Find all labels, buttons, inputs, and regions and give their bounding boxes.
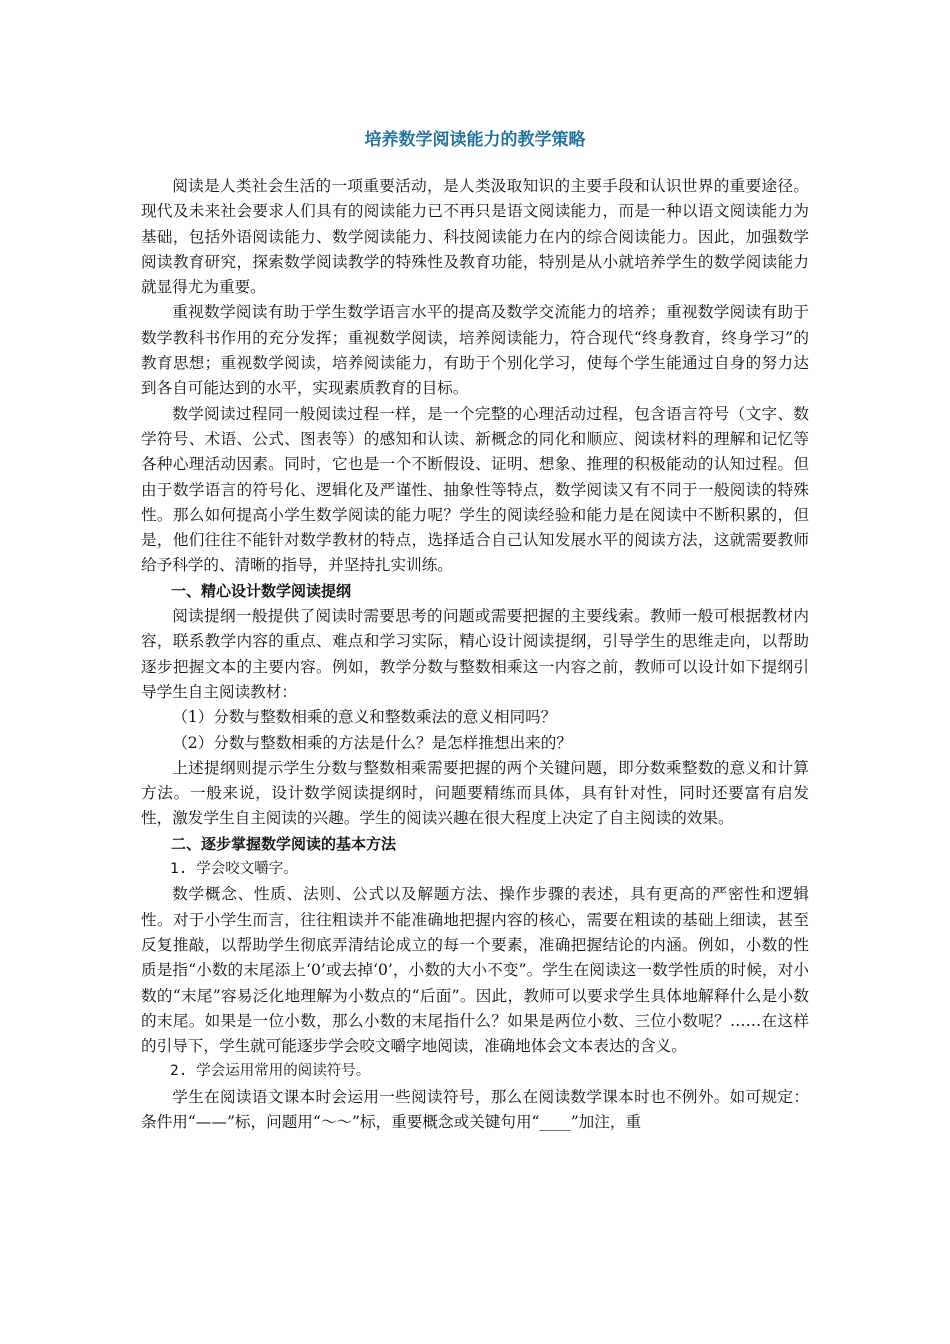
paragraph: 数学阅读过程同一般阅读过程一样，是一个完整的心理活动过程，包含语言符号（文字、数学符号、术语、公式、图表等）的感知和认读、新概念的同化和顺应、阅读材料的理解和记忆等各种心理活动因素。同时，它也是一个不断假设、证明、想象、推理的积极能动的认知过程。但由于数学语言的符号化、逻辑化及严谨性、抽象性等特点，数学阅读又有不同于一般阅读的特殊性。那么如何提高小学生数学阅读的能力呢？学生的阅读经验和能力是在阅读中不断积累的，但是，他们往往不能针对数学教材的特点，选择适合自己认知发展水平的阅读方法，这就需要教师给予科学的、清晰的指导，并坚持扎实训练。 [141,404,809,575]
paragraph: 数学概念、性质、法则、公式以及解题方法、操作步骤的表述，具有更高的严密性和逻辑性。对于小学生而言，往往粗读并不能准确地把握内容的核心，需要在粗读的基础上细读，甚至反复推敲，以帮助学生彻底弄清结论成立的每一个要素，准确把握结论的内涵。例如，小数的性质是指“小数的末尾添上‘0’或去掉‘0’，小数的大小不变”。学生在阅读这一数学性质的时候，对小数的“末尾”容易泛化地理解为小数点的“后面”。因此，教师可以要求学生具体地解释什么是小数的末尾。如果是一位小数，那么小数的末尾指什么？如果是两位小数、三位小数呢？……在这样的引导下，学生就可能逐步学会咬文嚼字地阅读，准确地体会文本表达的含义。 [141,885,809,1056]
paragraph: 阅读提纲一般提供了阅读时需要思考的问题或需要把握的主要线索。教师一般可根据教材内容，联系教学内容的重点、难点和学习实际，精心设计阅读提纲，引导学生的思维走向，以帮助逐步把握文本的主要内容。例如，教学分数与整数相乘这一内容之前，教师可以设计如下提纲引导学生自主阅读教材： [141,607,809,701]
paragraph: 学生在阅读语文课本时会运用一些阅读符号，那么在阅读数学课本时也不例外。如可规定：条件用“——”标，问题用“～～”标，重要概念或关键句用“____”加注，重 [141,1087,809,1131]
subsection-heading: 2. 学会运用常用的阅读符号。 [170,1063,371,1080]
paragraph: 重视数学阅读有助于学生数学语言水平的提高及数学交流能力的培养；重视数学阅读有助于数学教科书作用的充分发挥；重视数学阅读，培养阅读能力，符合现代“终身教育，终身学习”的教育思想；重视数学阅读，培养阅读能力，有助于个别化学习，使每个学生能通过自身的努力达到各自可能达到的水平，实现素质教育的目标。 [141,303,809,398]
subsection-heading: 1. 学会咬文嚼字。 [170,861,298,878]
list-item: （1）分数与整数相乘的意义和整数乘法的意义相同吗？ [172,708,557,727]
document-title: 培养数学阅读能力的教学策略 [364,130,586,150]
list-item: （2）分数与整数相乘的方法是什么？是怎样推想出来的？ [172,733,572,752]
paragraph: 上述提纲则提示学生分数与整数相乘需要把握的两个关键问题，即分数乘整数的意义和计算方法。一般来说，设计数学阅读提纲时，问题要精练而具体，具有针对性，同时还要富有启发性，激发学生自主阅读的兴趣。学生的阅读兴趣在很大程度上决定了自主阅读的效果。 [141,758,809,828]
section-heading: 二、逐步掌握数学阅读的基本方法 [171,834,397,853]
section-heading: 一、精心设计数学阅读提纲 [171,581,352,600]
document-body [141,174,809,1135]
paragraph: 阅读是人类社会生活的一项重要活动，是人类汲取知识的主要手段和认识世界的重要途径。现代及未来社会要求人们具有的阅读能力已不再只是语文阅读能力，而是一种以语文阅读能力为基础，包括外语阅读能力、数学阅读能力、科技阅读能力在内的综合阅读能力。因此，加强数学阅读教育研究，探索数学阅读教学的特殊性及教育功能，特别是从小就培养学生的数学阅读能力就显得尤为重要。 [141,177,809,297]
